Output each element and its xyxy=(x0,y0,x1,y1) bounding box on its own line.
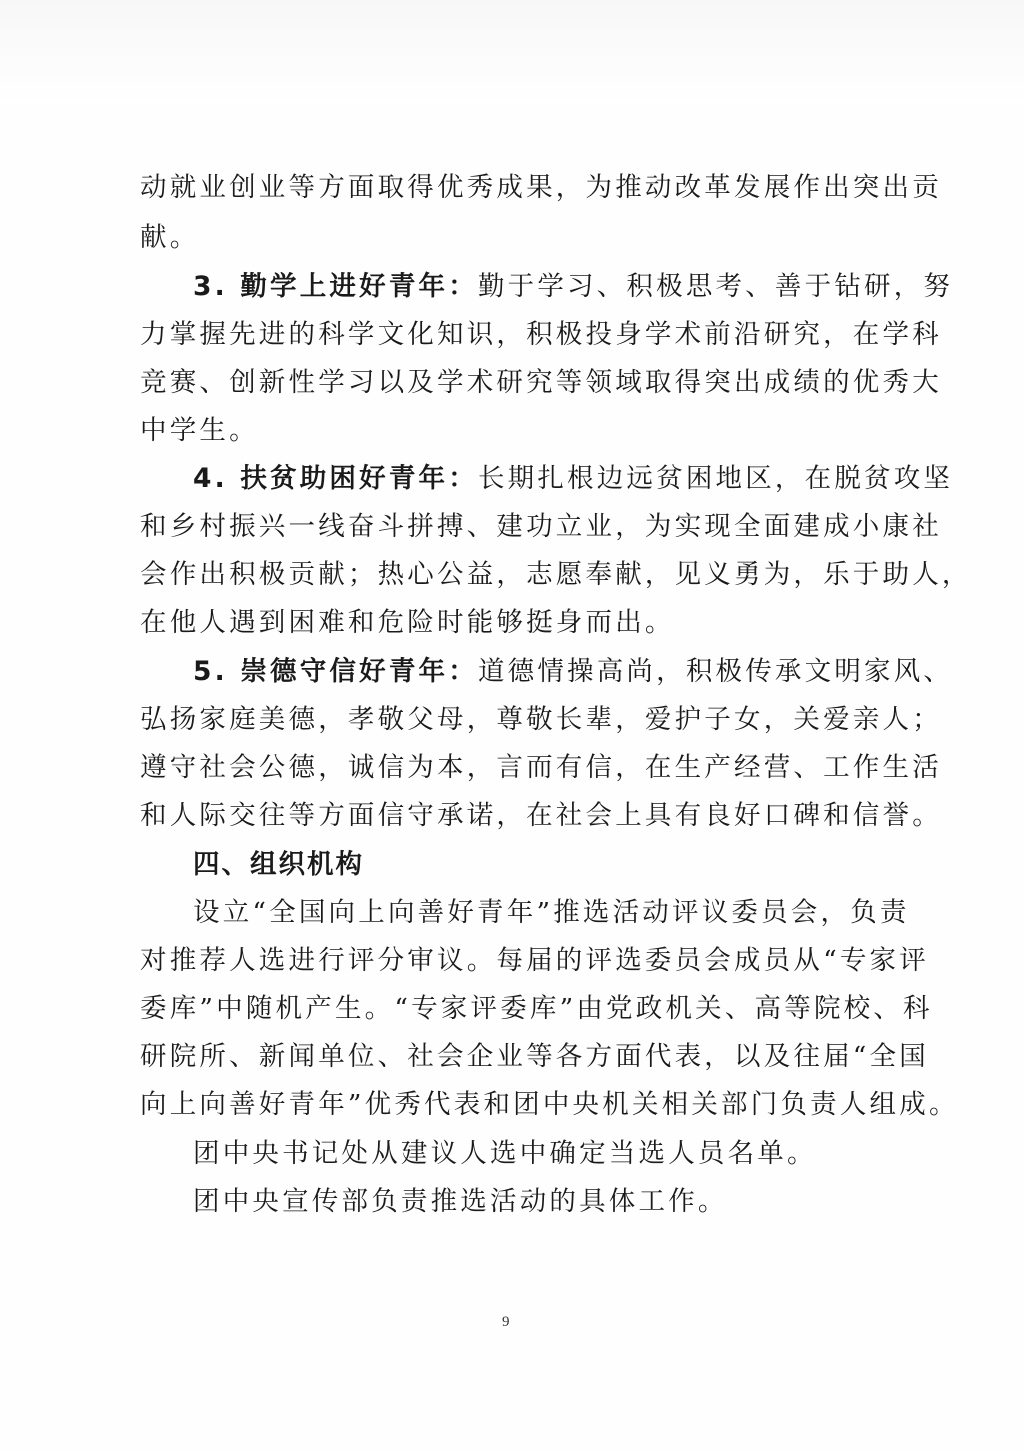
text-line: 团中央书记处从建议人选中确定当选人员名单。 xyxy=(193,1138,817,1169)
page-number: 9 xyxy=(502,1314,510,1330)
text-line: 弘扬家庭美德，孝敬父母，尊敬长辈，爱护子女，关爱亲人； xyxy=(140,704,942,735)
text-line: 向上向善好青年”优秀代表和团中央机关相关部门负责人组成。 xyxy=(140,1089,959,1120)
item-3-label: 3. 勤学上进好青年： xyxy=(193,271,478,302)
item-4-label: 4. 扶贫助困好青年： xyxy=(193,463,478,494)
text-line: 和人际交往等方面信守承诺，在社会上具有良好口碑和信誉。 xyxy=(140,800,942,831)
text-line: 勤于学习、积极思考、善于钻研，努 xyxy=(477,271,954,302)
text-line: 委库”中随机产生。“专家评委库”由党政机关、高等院校、科 xyxy=(140,993,933,1024)
scan-top-edge xyxy=(0,0,1024,105)
text-line: 会作出积极贡献；热心公益，志愿奉献，见义勇为，乐于助人， xyxy=(140,559,972,590)
text-line: 中学生。 xyxy=(140,415,259,446)
item-5-label: 5. 崇德守信好青年： xyxy=(193,656,478,687)
text-line: 动就业创业等方面取得优秀成果，为推动改革发展作出突出贡 xyxy=(140,172,942,203)
text-line: 献。 xyxy=(140,222,200,253)
text-line: 长期扎根边远贫困地区，在脱贫攻坚 xyxy=(477,463,954,494)
text-line: 竞赛、创新性学习以及学术研究等领域取得突出成绩的优秀大 xyxy=(140,367,942,398)
item-3-first-line xyxy=(193,267,954,307)
item-5-first-line xyxy=(193,652,954,692)
text-line: 在他人遇到困难和危险时能够挺身而出。 xyxy=(140,607,675,638)
text-line: 对推荐人选进行评分审议。每届的评选委员会成员从“专家评 xyxy=(140,945,929,976)
section-heading: 四、组织机构 xyxy=(193,849,364,880)
text-line: 力掌握先进的科学文化知识，积极投身学术前沿研究，在学科 xyxy=(140,319,942,350)
text-line: 和乡村振兴一线奋斗拼搏、建功立业，为实现全面建成小康社 xyxy=(140,511,942,542)
text-line: 道德情操高尚，积极传承文明家风、 xyxy=(477,656,954,687)
item-4-first-line xyxy=(193,459,954,499)
text-line: 遵守社会公德，诚信为本，言而有信，在生产经营、工作生活 xyxy=(140,752,942,783)
text-line: 团中央宣传部负责推选活动的具体工作。 xyxy=(193,1186,728,1217)
text-line: 设立“全国向上向善好青年”推选活动评议委员会，负责 xyxy=(193,897,910,928)
text-line: 研院所、新闻单位、社会企业等各方面代表，以及往届“全国 xyxy=(140,1041,929,1072)
